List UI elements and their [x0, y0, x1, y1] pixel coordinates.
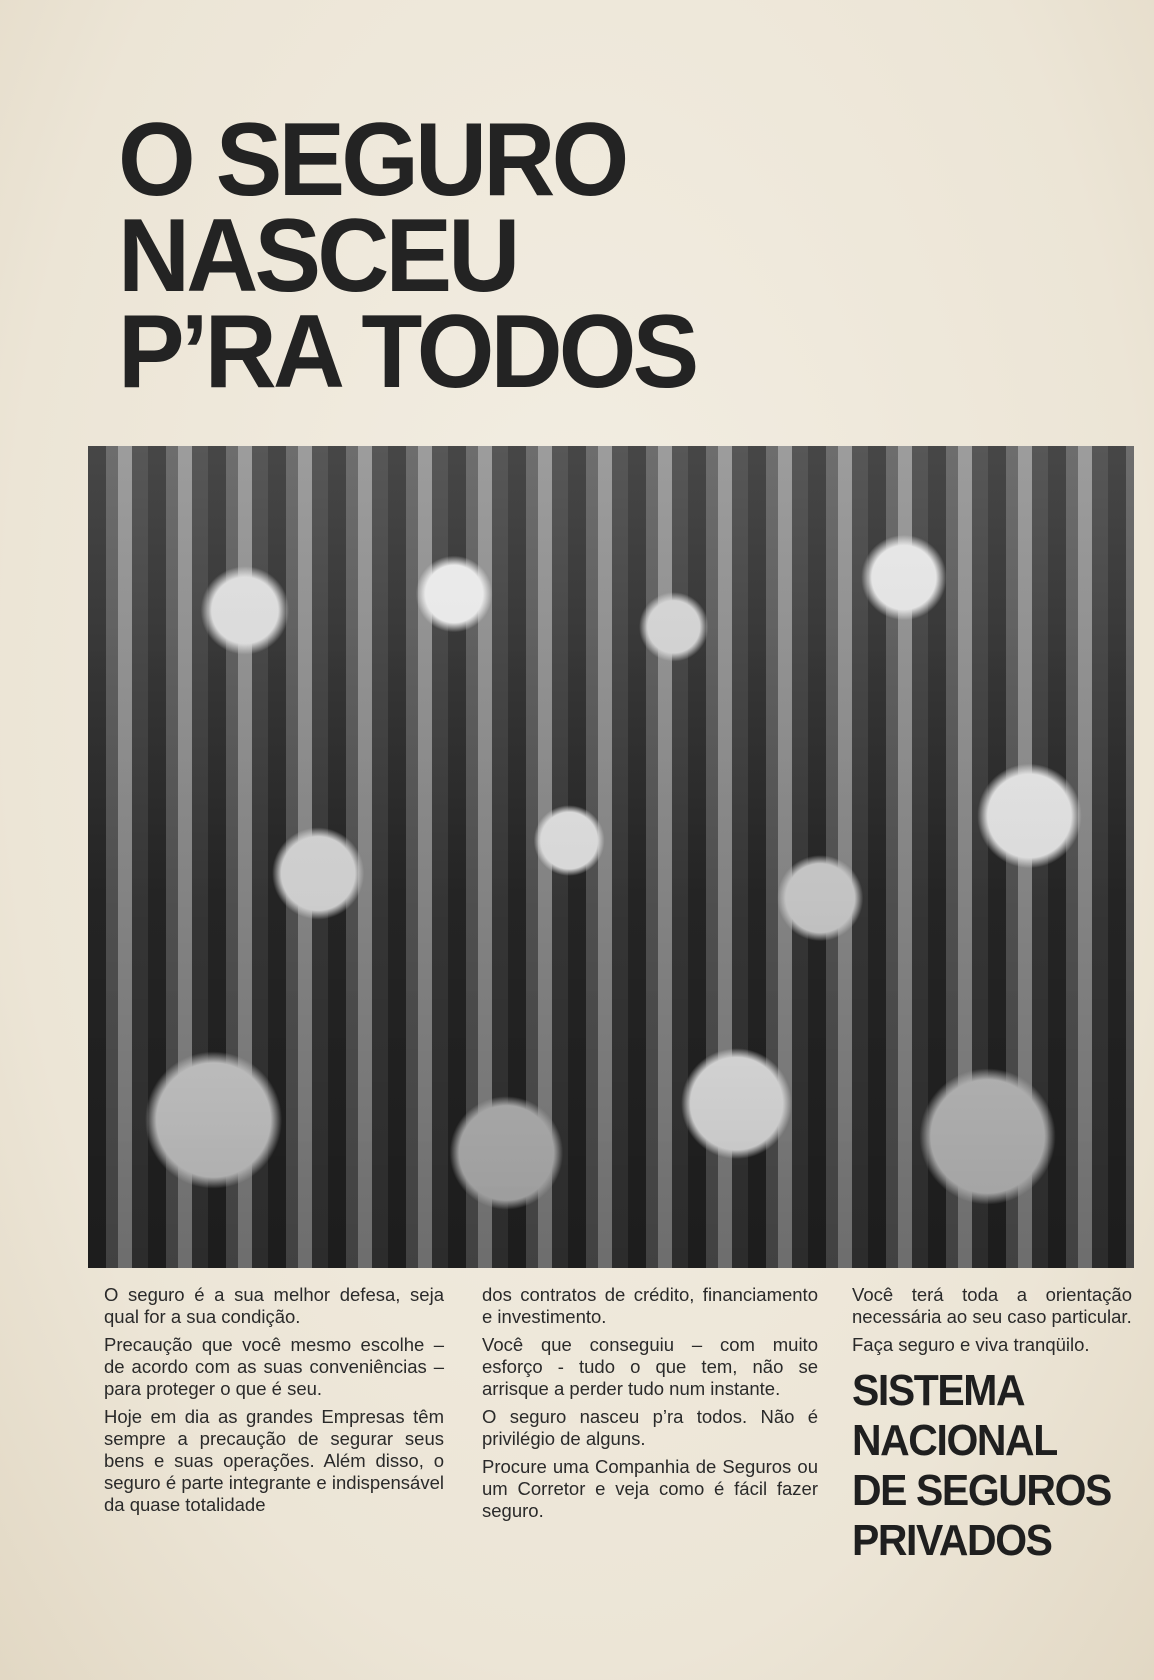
- body-column-1: [104, 1284, 444, 1522]
- brand-line-4: PRIVADOS: [852, 1516, 1052, 1565]
- paragraph: dos contratos de crédito, financiamento e investimento.: [482, 1284, 818, 1327]
- paragraph: O seguro nasceu p’ra todos. Não é privilégio de alguns.: [482, 1406, 818, 1449]
- brand-line-1: SISTEMA: [852, 1366, 1025, 1415]
- headline-line-1: O SEGURO: [118, 102, 626, 218]
- headline-line-3: P’RA TODOS: [118, 294, 696, 410]
- paragraph: Você que conseguiu – com muito esforço - tudo o que tem, não se arrisque a perder tudo num instante.: [482, 1334, 818, 1399]
- brand-line-2: NACIONAL: [852, 1416, 1057, 1465]
- paragraph: O seguro é a sua melhor defesa, seja qual for a sua condição.: [104, 1284, 444, 1327]
- paragraph: Hoje em dia as grandes Empresas têm sempre a precaução de segurar seus bens e suas operações. Além disso, o seguro é parte integrante e indispensável da quase totalidade: [104, 1406, 444, 1515]
- paragraph: Você terá toda a orientação necessária ao seu caso particular.: [852, 1284, 1132, 1327]
- body-column-2: [482, 1284, 818, 1528]
- body-column-3: [852, 1284, 1132, 1566]
- brand-line-3: DE SEGUROS: [852, 1466, 1111, 1515]
- headline-line-2: NASCEU: [118, 198, 517, 314]
- crowd-photo: [88, 446, 1134, 1268]
- headline: [118, 102, 848, 410]
- paragraph: Faça seguro e viva tranqüilo.: [852, 1334, 1090, 1355]
- paragraph: Procure uma Companhia de Seguros ou um Corretor e veja como é fácil fazer seguro.: [482, 1456, 818, 1521]
- brand-signature: [852, 1366, 1112, 1566]
- paragraph: Precaução que você mesmo escolhe – de acordo com as suas conveniências – para proteger o que é seu.: [104, 1334, 444, 1399]
